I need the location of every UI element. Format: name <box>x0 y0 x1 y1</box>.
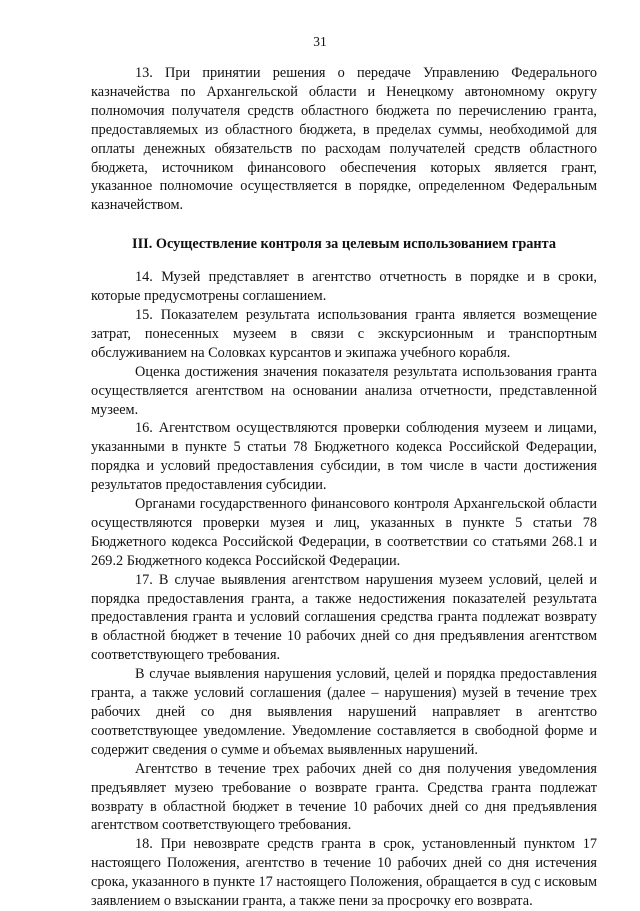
paragraph-13: 13. При принятии решения о передаче Управлению Федерального казначейства по Архангельской области и Ненецкому автономному округу полномочия получателя средств областного бюджета по перечислению гранта, предоставляемых из областного бюджета, в пределах суммы, необходимой для оплаты денежных обязательств по расходам получателей средств областного бюджета, источником финансового обеспечения которых является грант, указанное полномочие осуществляется в порядке, определенном Федеральным казначейством. <box>91 65 597 214</box>
paragraph-15: 15. Показателем результата использования гранта является возмещение затрат, понесенных музеем в связи с экскурсионным и транспортным обслуживанием на Соловках курсантов и экипажа учебного корабля. <box>91 306 597 361</box>
document-body <box>91 64 597 911</box>
paragraph-17-notification: В случае выявления нарушения условий, целей и порядка предоставления гранта, а также условий соглашения (далее – нарушения) музей в течение трех рабочих дней со дня выявления нарушений направляет в агентство соответствующее уведомление. Уведомление составляется в свободной форме и содержит сведения о сумме и объемах выявленных нарушений. <box>91 666 597 758</box>
paragraph-17-demand: Агентство в течение трех рабочих дней со дня получения уведомления предъявляет музею требование о возврате гранта. Средства гранта подлежат возврату в областной бюджет в течение 10 рабочих дней со дня предъявления агентством соответствующего требования. <box>91 760 597 834</box>
paragraph-16: 16. Агентством осуществляются проверки соблюдения музеем и лицами, указанными в пункте 5 статьи 78 Бюджетного кодекса Российской Федерации, порядка и условий предоставления субсидии, в том числе в части достижения результатов предоставления субсидии. <box>91 420 597 494</box>
paragraph-15-evaluation: Оценка достижения значения показателя результата использования гранта осуществляется агентством на основании анализа отчетности, представленной музеем. <box>91 363 597 418</box>
paragraph-18: 18. При невозврате средств гранта в срок, установленный пунктом 17 настоящего Положения, агентство в течение 10 рабочих дней со дня истечения срока, указанного в пункте 17 настоящего Положения, обращается в суд с исковым заявлением о взыскании гранта, а также пени за просрочку его возврата. <box>91 836 597 910</box>
paragraph-14: 14. Музей представляет в агентство отчетность в порядке и в сроки, которые предусмотрены соглашением. <box>91 269 597 305</box>
paragraph-17: 17. В случае выявления агентством нарушения музеем условий, целей и порядка предоставления гранта, а также недостижения показателей результата предоставления гранта и условий соглашения средства гранта подлежат возврату в областной бюджет в течение 10 рабочих дней со дня предъявления агентством соответствующего требования. <box>91 571 597 664</box>
page-number: 31 <box>313 34 327 49</box>
section-heading: III. Осуществление контроля за целевым использованием гранта <box>132 236 556 253</box>
paragraph-16-state-control: Органами государственного финансового контроля Архангельской области осуществляются проверки музея и лиц, указанных в пункте 5 статьи 78 Бюджетного кодекса Российской Федерации, в соответствии со статьями 268.1 и 269.2 Бюджетного кодекса Российской Федерации. <box>91 496 597 569</box>
